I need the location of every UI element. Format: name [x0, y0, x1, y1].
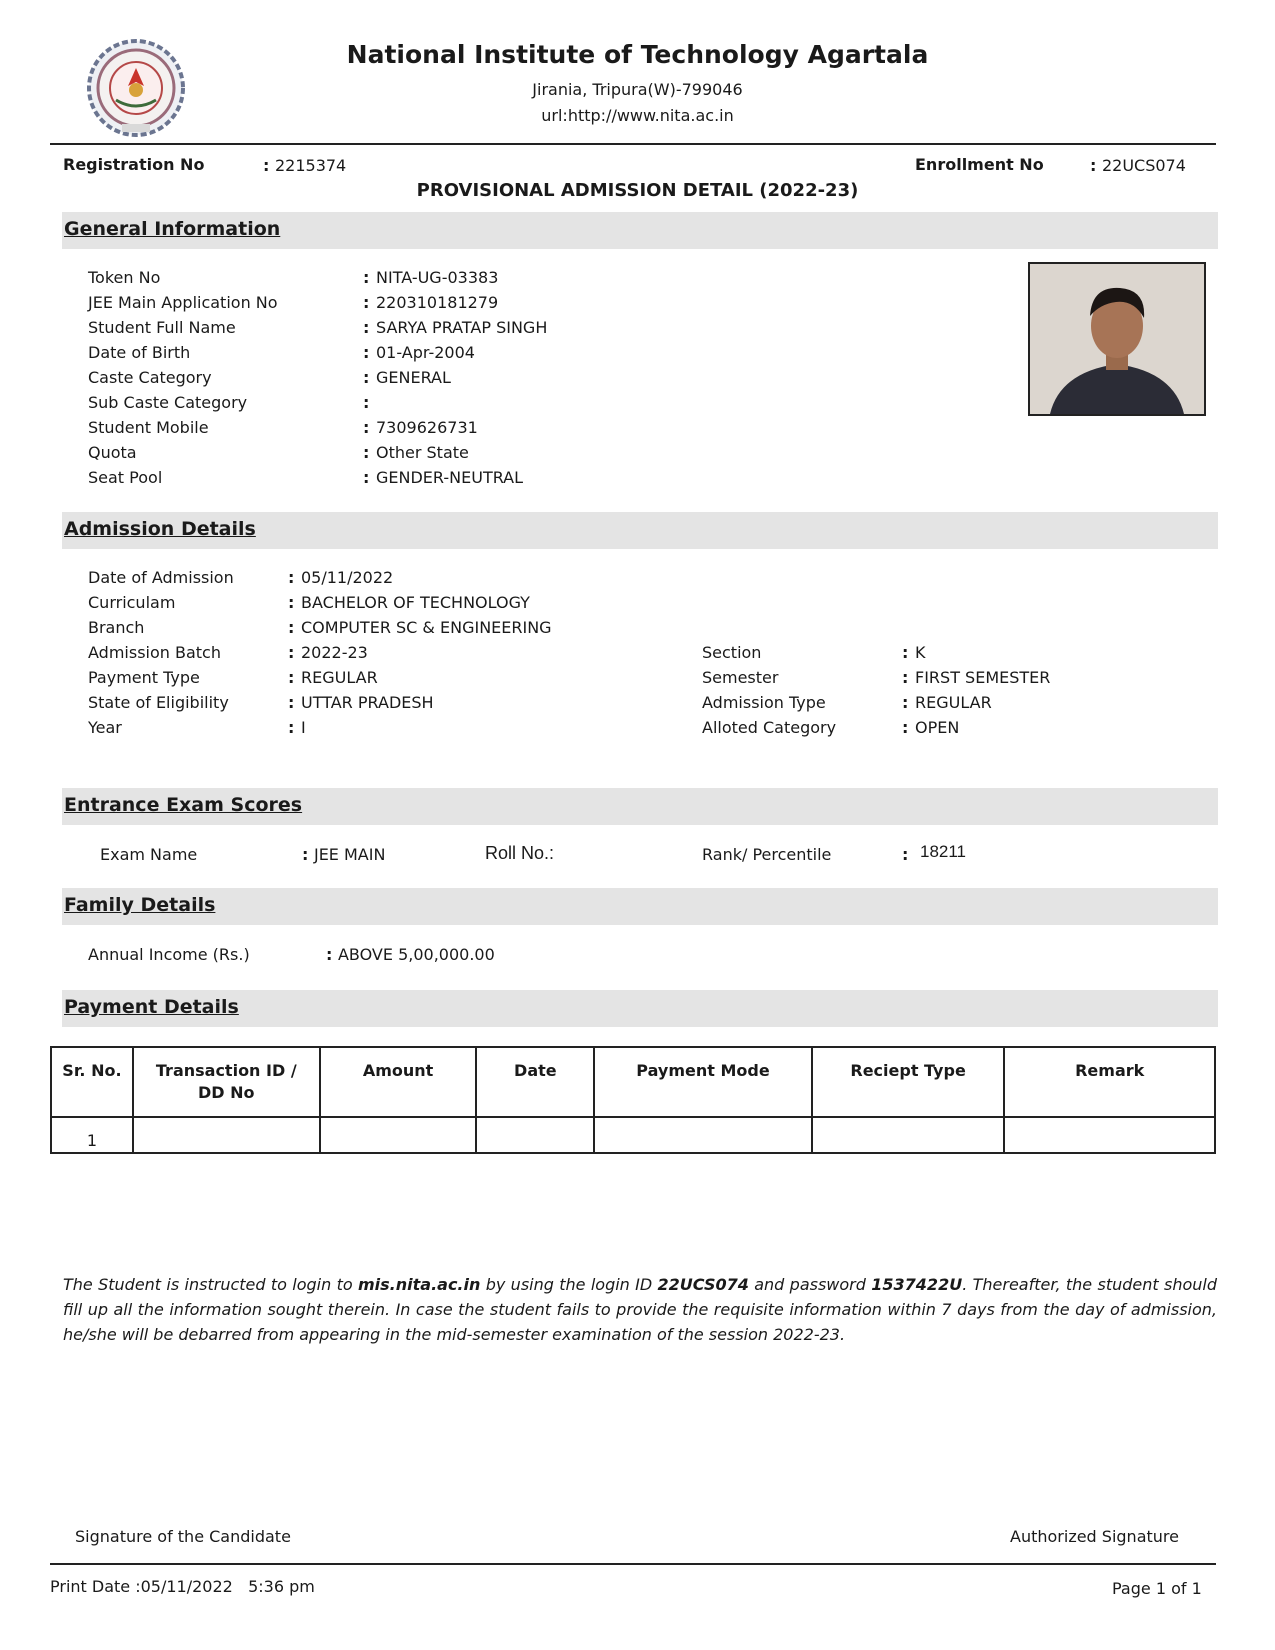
footer-divider: [50, 1563, 1216, 1565]
exam-name-label: Exam Name: [100, 845, 198, 864]
admission-right-list: Section : K Semester : FIRST SEMESTER Admission Type : REGULAR Alloted Category : OPEN: [702, 643, 1051, 737]
print-date: Print Date :05/11/2022 5:36 pm: [50, 1577, 315, 1596]
authorized-signature-label: Authorized Signature: [1010, 1527, 1179, 1546]
annual-income-label: Annual Income (Rs.): [88, 945, 250, 964]
cell-payment-mode: [594, 1117, 812, 1153]
payment-table: [50, 1046, 1216, 1154]
col-sr-no: Sr. No.: [51, 1047, 133, 1117]
registration-value: : 2215374: [263, 156, 347, 175]
admission-left-list: Date of Admission : 05/11/2022 Curriculam : BACHELOR OF TECHNOLOGY Branch : COMPUTER SC & ENGINEERING Admission Batch : 2022-23 Payment Type : REGULAR State of Eligibility : UTTAR PRADESH Year : I: [88, 568, 552, 737]
document-title: PROVISIONAL ADMISSION DETAIL (2022-23): [416, 180, 859, 201]
page-number: Page 1 of 1: [1112, 1579, 1202, 1598]
col-transaction-id: Transaction ID / DD No: [133, 1047, 320, 1117]
table-row: [51, 1117, 1215, 1153]
login-instruction: The Student is instructed to login to mis.nita.ac.in by using the login ID 22UCS074 and password 1537422U. Thereafter, the student should fill up all the information sought therein. In case the student fails to provide the requisite information within 7 days from the day of admission, he/she will be debarred from appearing in the mid-semester examination of the session 2022-23.: [63, 1275, 1217, 1344]
candidate-signature-label: Signature of the Candidate: [75, 1527, 291, 1546]
col-reciept-type: Reciept Type: [812, 1047, 1005, 1117]
registration-label: Registration No: [63, 155, 205, 174]
payment-table-header: [51, 1047, 1215, 1117]
header-divider: [50, 143, 1216, 145]
family-details-header: Family Details: [62, 888, 1218, 925]
rank-label: Rank/ Percentile: [702, 845, 832, 864]
cell-sr-no: 1: [51, 1117, 133, 1153]
col-remark: Remark: [1004, 1047, 1215, 1117]
mis-site: mis.nita.ac.in: [357, 1275, 481, 1294]
cell-date: [476, 1117, 594, 1153]
col-amount: Amount: [320, 1047, 477, 1117]
cell-reciept-type: [812, 1117, 1005, 1153]
rank-separator: :: [902, 845, 909, 864]
admission-details-header: Admission Details: [62, 512, 1218, 549]
student-photo: [1028, 262, 1206, 416]
login-id: 22UCS074: [657, 1275, 749, 1294]
cell-remark: [1004, 1117, 1215, 1153]
institute-address: Jirania, Tripura(W)-799046: [532, 80, 743, 99]
cell-transaction-id: [133, 1117, 320, 1153]
institute-url: url:http://www.nita.ac.in: [541, 106, 734, 125]
enrollment-value: : 22UCS074: [1090, 156, 1186, 175]
password: 1537422U: [871, 1275, 963, 1294]
payment-details-header: Payment Details: [62, 990, 1218, 1027]
general-information-header: General Information: [62, 212, 1218, 249]
exam-name-value: : JEE MAIN: [302, 845, 386, 864]
general-information-list: Token No : NITA-UG-03383 JEE Main Application No : 220310181279 Student Full Name : SARYA PRATAP SINGH Date of Birth : 01-Apr-2004 Caste Category : GENERAL Sub Caste Category : Student Mobile : 7309626731 Quota : Other State Seat Pool : GENDER-NEUTRAL: [88, 268, 548, 487]
col-payment-mode: Payment Mode: [594, 1047, 812, 1117]
cell-amount: [320, 1117, 477, 1153]
entrance-exam-header: Entrance Exam Scores: [62, 788, 1218, 825]
institute-name: National Institute of Technology Agartala: [346, 40, 929, 69]
roll-no-label: Roll No.:: [485, 843, 555, 863]
rank-value: 18211: [920, 842, 967, 861]
annual-income-value: : ABOVE 5,00,000.00: [326, 945, 495, 964]
col-date: Date: [476, 1047, 594, 1117]
enrollment-label: Enrollment No: [915, 155, 1044, 174]
